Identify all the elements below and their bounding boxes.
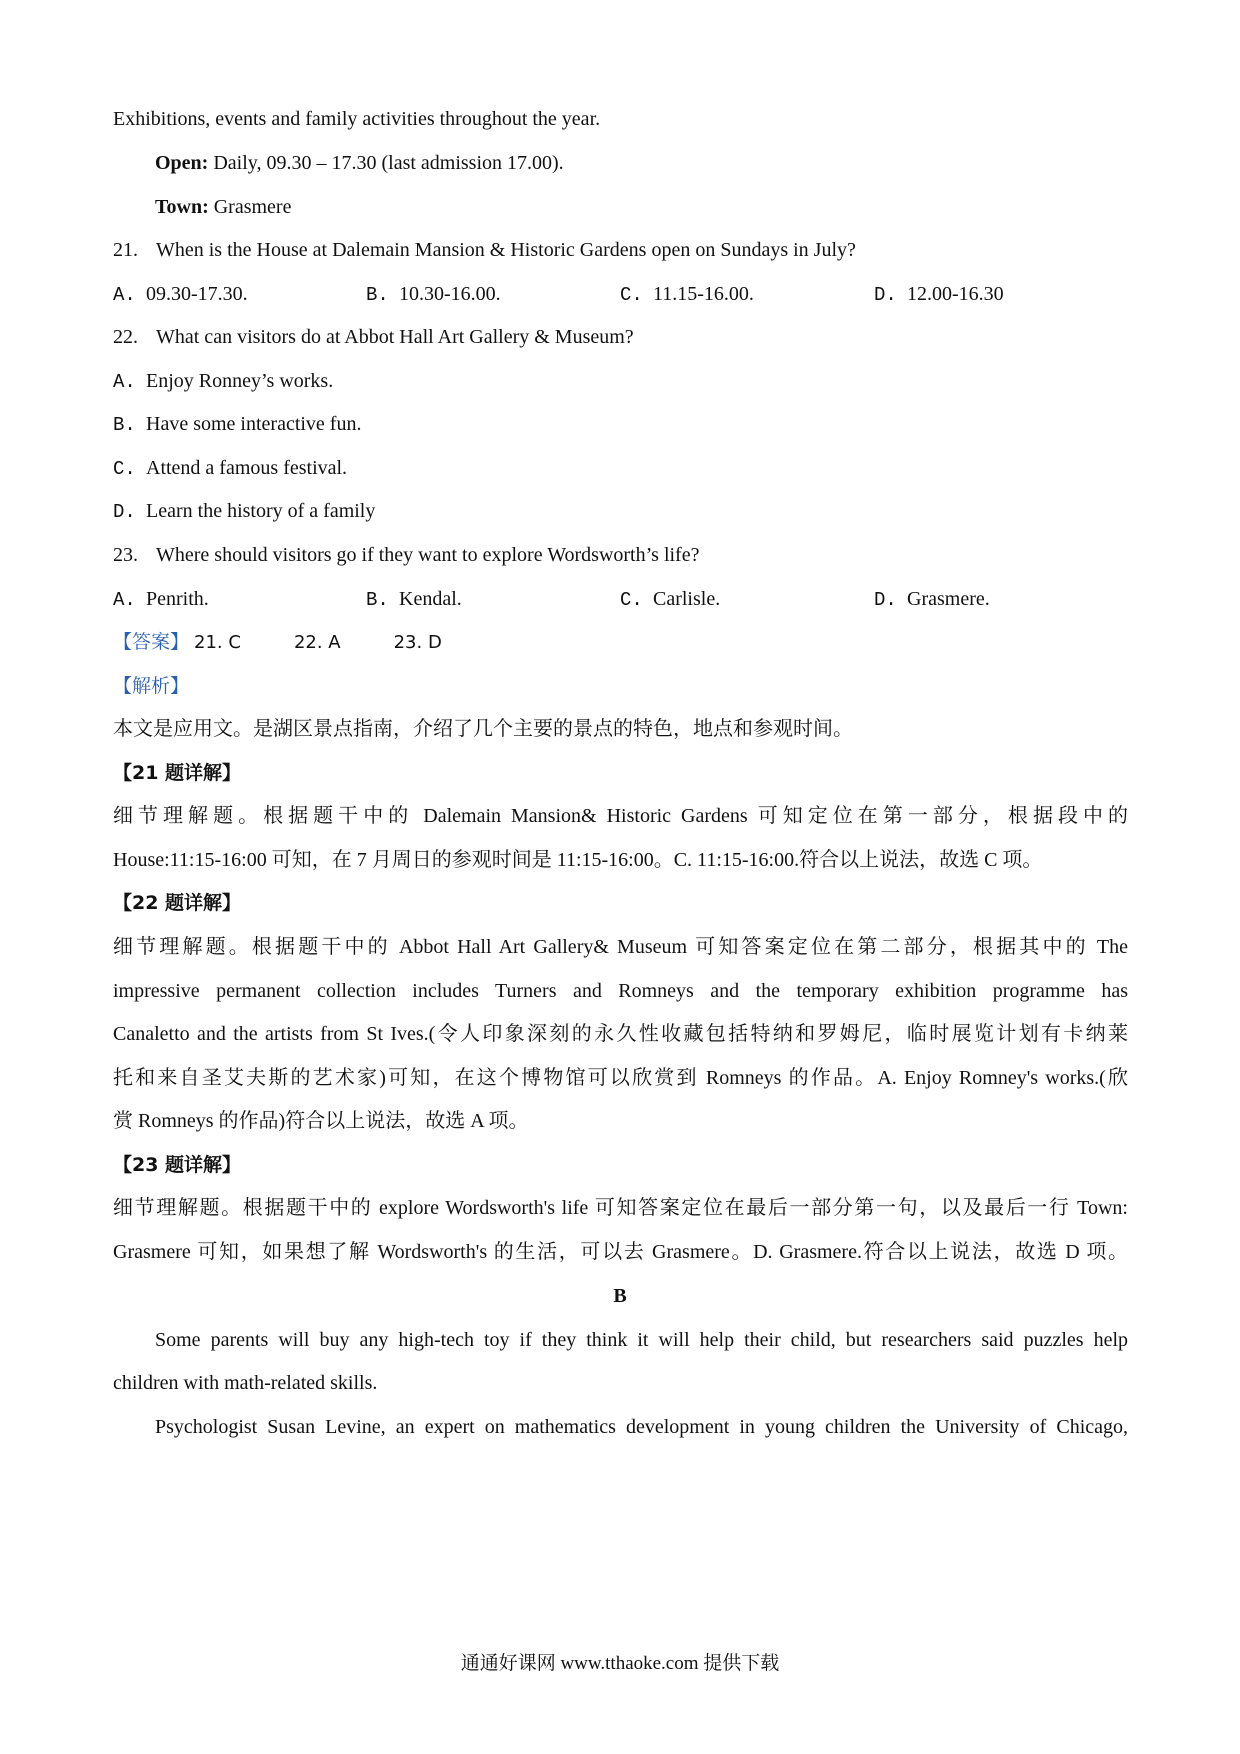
q22-heading: 【22 题详解】 [113, 892, 242, 914]
town [155, 193, 1170, 221]
option-21-c: C. 11.15-16.00. [620, 283, 754, 306]
q22-line-5: 赏 Romneys 的作品)符合以上说法，故选 A 项。 [113, 1110, 529, 1132]
answer-line [113, 628, 1128, 657]
section-b-para2-line1: Psychologist Susan Levine, an expert on mathematics development in young children the University of Chicago, [155, 1416, 1128, 1438]
question-text: Where should visitors go if they want to explore Wordsworth’s life? [156, 544, 700, 566]
option-21-d: D. 12.00-16.30 [874, 283, 1004, 306]
open-value: Daily, 09.30 – 17.30 (last admission 17.00). [208, 152, 564, 174]
answer-21: 21. C [194, 632, 241, 653]
option-23-c: C. Carlisle. [620, 588, 721, 611]
answer-22: 22. A [293, 632, 341, 653]
option-23-d: D. Grasmere. [874, 588, 990, 611]
section-b-title: B [613, 1285, 627, 1307]
analysis-label: 【解析】 [113, 675, 190, 697]
option-21-b: B. 10.30-16.00. [366, 283, 501, 306]
answer-23: 23. D [393, 632, 442, 653]
question-23 [113, 541, 1128, 569]
page-footer: 通通好课网 www.tthaoke.com 提供下载 [460, 1653, 780, 1674]
section-b-para1-line2: children with math-related skills. [113, 1372, 378, 1394]
q23-line-1: 细节理解题。根据题干中的 explore Wordsworth's life 可知答案定位在最后一部分第一句，以及最后一行 Town: [113, 1197, 1128, 1219]
question-22 [113, 323, 1128, 351]
option-22-c: C. Attend a famous festival. [113, 457, 348, 480]
question-number: 23. [113, 544, 138, 566]
answer-label: 【答案】 [113, 631, 190, 653]
q22-line-2: impressive permanent collection includes Turners and Romneys and the temporary exhibition programme has [113, 980, 1128, 1002]
option-23-a: A. Penrith. [113, 588, 209, 611]
q22-line-3: Canaletto and the artists from St Ives.(令人印象深刻的永久性收藏包括特纳和罗姆尼，临时展览计划有卡纳莱 [113, 1023, 1128, 1045]
question-21 [113, 236, 1128, 264]
q21-line-2: House:11:15-16:00 可知，在 7 月周日的参观时间是 11:15-16:00。C. 11:15-16:00.符合以上说法，故选 C 项。 [113, 849, 1043, 871]
open-hours [155, 149, 1170, 177]
open-label: Open: [155, 152, 209, 174]
option-22-d: D. Learn the history of a family [113, 500, 376, 523]
section-b-para1-line1: Some parents will buy any high-tech toy if they think it will help their child, but researchers said puzzles help [155, 1329, 1128, 1351]
q22-line-1: 细节理解题。根据题干中的 Abbot Hall Art Gallery& Museum 可知答案定位在第二部分，根据其中的 The [113, 936, 1128, 958]
town-value: Grasmere [208, 196, 292, 218]
question-text: What can visitors do at Abbot Hall Art Gallery & Museum? [156, 326, 634, 348]
option-21-a: A. 09.30-17.30. [113, 283, 248, 306]
option-22-a: A. Enjoy Ronney’s works. [113, 370, 334, 393]
intro-line: Exhibitions, events and family activities throughout the year. [113, 108, 601, 130]
question-number: 21. [113, 239, 138, 261]
question-text: When is the House at Dalemain Mansion & Historic Gardens open on Sundays in July? [156, 239, 856, 261]
option-23-b: B. Kendal. [366, 588, 462, 611]
question-number: 22. [113, 326, 138, 348]
town-label: Town: [155, 196, 209, 218]
analysis-summary: 本文是应用文。是湖区景点指南，介绍了几个主要的景点的特色，地点和参观时间。 [113, 718, 853, 740]
q23-heading: 【23 题详解】 [113, 1154, 242, 1176]
option-22-b: B. Have some interactive fun. [113, 413, 362, 436]
q21-heading: 【21 题详解】 [113, 762, 242, 784]
q23-line-2: Grasmere 可知，如果想了解 Wordsworth's 的生活，可以去 Grasmere。D. Grasmere.符合以上说法，故选 D 项。 [113, 1241, 1128, 1263]
q21-line-1: 细节理解题。根据题干中的 Dalemain Mansion& Historic Gardens 可知定位在第一部分，根据段中的 [113, 805, 1128, 827]
q22-line-4: 托和来自圣艾夫斯的艺术家)可知，在这个博物馆可以欣赏到 Romneys 的作品。A. Enjoy Romney's works.(欣 [113, 1067, 1128, 1089]
